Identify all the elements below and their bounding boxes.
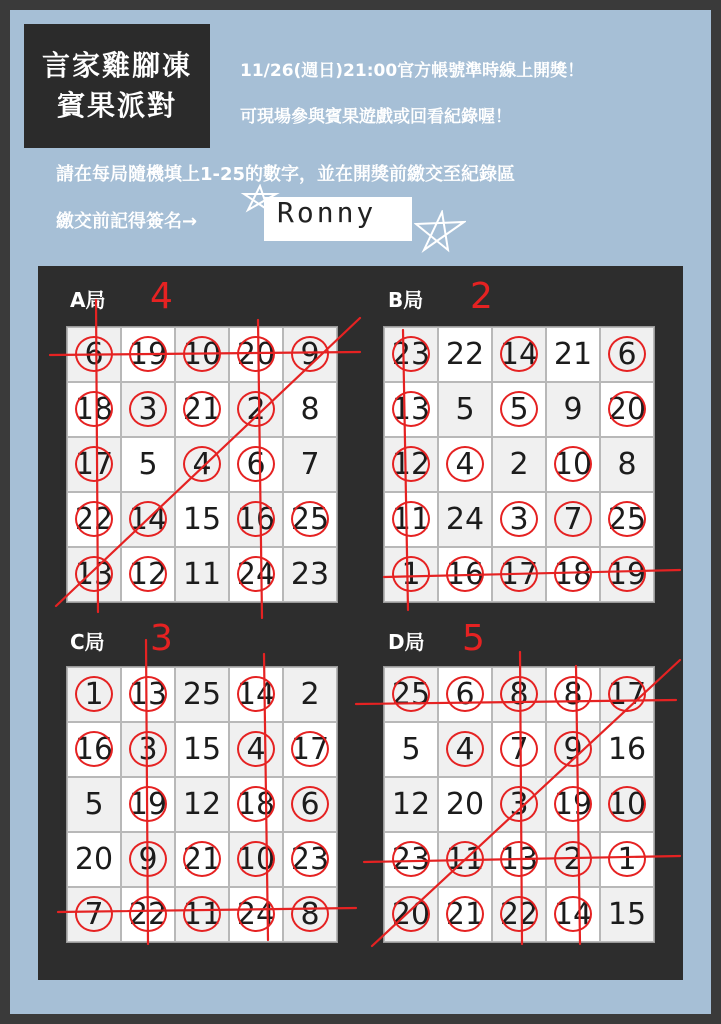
bingo-cell[interactable]: 8 xyxy=(283,887,337,942)
bingo-cell[interactable]: 10 xyxy=(175,327,229,382)
bingo-cell[interactable]: 12 xyxy=(121,547,175,602)
bingo-cell[interactable]: 20 xyxy=(384,887,438,942)
event-title-line1: 言家雞腳凍 xyxy=(41,49,192,82)
round-label-d: D局 xyxy=(388,630,425,654)
bingo-cell[interactable]: 20 xyxy=(438,777,492,832)
bingo-cell[interactable]: 19 xyxy=(121,777,175,832)
bingo-cell[interactable]: 13 xyxy=(121,667,175,722)
bingo-cell[interactable]: 3 xyxy=(492,777,546,832)
bingo-cell[interactable]: 22 xyxy=(492,887,546,942)
bingo-cell[interactable]: 23 xyxy=(283,832,337,887)
bingo-cell[interactable]: 16 xyxy=(67,722,121,777)
bingo-cell[interactable]: 23 xyxy=(384,832,438,887)
bingo-grid-d xyxy=(383,666,655,943)
bingo-grid-c xyxy=(66,666,338,943)
star-doodle-icon xyxy=(414,210,466,254)
bingo-cell[interactable]: 1 xyxy=(600,832,654,887)
bingo-cell[interactable]: 16 xyxy=(600,722,654,777)
bingo-cell[interactable]: 11 xyxy=(175,887,229,942)
sign-prompt-text: 繳交前記得簽名→ xyxy=(56,211,198,232)
instruction-text: 請在每局隨機填上1-25的數字，並在開獎前繳交至紀錄區 xyxy=(56,164,516,185)
bingo-cell[interactable]: 19 xyxy=(546,777,600,832)
bingo-cell[interactable]: 7 xyxy=(67,887,121,942)
bingo-cell[interactable]: 5 xyxy=(67,777,121,832)
bingo-cell[interactable]: 23 xyxy=(384,327,438,382)
bingo-cell[interactable]: 18 xyxy=(546,547,600,602)
bingo-cell[interactable]: 25 xyxy=(283,492,337,547)
bingo-cell[interactable]: 7 xyxy=(546,492,600,547)
signature-text: Ronny xyxy=(277,196,377,229)
bingo-cell[interactable]: 19 xyxy=(600,547,654,602)
bingo-cell[interactable]: 22 xyxy=(438,327,492,382)
bingo-cell[interactable]: 12 xyxy=(384,777,438,832)
bingo-cell[interactable]: 2 xyxy=(283,667,337,722)
bingo-cell[interactable]: 18 xyxy=(229,777,283,832)
bingo-cell[interactable]: 24 xyxy=(229,887,283,942)
bingo-cell[interactable]: 9 xyxy=(283,327,337,382)
bingo-cell[interactable]: 17 xyxy=(492,547,546,602)
bingo-cell[interactable]: 4 xyxy=(175,437,229,492)
bingo-cell[interactable]: 7 xyxy=(283,437,337,492)
bingo-cell[interactable]: 5 xyxy=(438,382,492,437)
bingo-cell[interactable]: 15 xyxy=(175,492,229,547)
bingo-cell[interactable]: 2 xyxy=(546,832,600,887)
bingo-cell[interactable]: 2 xyxy=(492,437,546,492)
participation-text: 可現場參與賓果遊戲或回看紀錄喔！ xyxy=(240,107,512,127)
draw-time-text: 11/26(週日)21:00官方帳號準時線上開獎！ xyxy=(240,61,585,81)
bingo-cell[interactable]: 25 xyxy=(175,667,229,722)
bingo-cell[interactable]: 17 xyxy=(600,667,654,722)
bingo-cell[interactable]: 5 xyxy=(492,382,546,437)
bingo-cell[interactable]: 14 xyxy=(546,887,600,942)
bingo-cell[interactable]: 12 xyxy=(175,777,229,832)
bingo-cell[interactable]: 7 xyxy=(492,722,546,777)
bingo-cell[interactable]: 3 xyxy=(492,492,546,547)
event-title-box xyxy=(24,24,210,148)
bingo-cell[interactable]: 21 xyxy=(175,832,229,887)
bingo-cell[interactable]: 20 xyxy=(229,327,283,382)
bingo-cell[interactable]: 20 xyxy=(67,832,121,887)
round-score-d: 5 xyxy=(462,618,485,659)
event-title-line2: 賓果派對 xyxy=(56,89,177,122)
bingo-cell[interactable]: 15 xyxy=(600,887,654,942)
bingo-cell[interactable]: 1 xyxy=(384,547,438,602)
round-label-c: C局 xyxy=(70,630,105,654)
bingo-cell[interactable]: 11 xyxy=(175,547,229,602)
bingo-cell[interactable]: 2 xyxy=(229,382,283,437)
round-score-c: 3 xyxy=(150,618,173,659)
star-doodle-icon xyxy=(240,184,280,214)
bingo-cell[interactable]: 10 xyxy=(600,777,654,832)
bingo-cell[interactable]: 14 xyxy=(229,667,283,722)
bingo-cell[interactable]: 25 xyxy=(384,667,438,722)
round-label-a: A局 xyxy=(70,288,106,312)
bingo-cell[interactable]: 21 xyxy=(546,327,600,382)
bingo-cell[interactable]: 8 xyxy=(600,437,654,492)
bingo-cell[interactable]: 24 xyxy=(229,547,283,602)
bingo-cell[interactable]: 6 xyxy=(600,327,654,382)
bingo-cell[interactable]: 17 xyxy=(67,437,121,492)
bingo-grid-a xyxy=(66,326,338,603)
bingo-cell[interactable]: 11 xyxy=(384,492,438,547)
bingo-cell[interactable]: 3 xyxy=(121,722,175,777)
bingo-cell[interactable]: 6 xyxy=(67,327,121,382)
bingo-cell[interactable]: 21 xyxy=(438,887,492,942)
bingo-grid-b xyxy=(383,326,655,603)
bingo-cell[interactable]: 14 xyxy=(492,327,546,382)
bingo-cell[interactable]: 17 xyxy=(283,722,337,777)
round-score-b: 2 xyxy=(470,276,493,317)
bingo-cell[interactable]: 10 xyxy=(229,832,283,887)
bingo-cell[interactable]: 24 xyxy=(438,492,492,547)
bingo-cell[interactable]: 22 xyxy=(67,492,121,547)
bingo-cell[interactable]: 6 xyxy=(229,437,283,492)
bingo-cell[interactable]: 3 xyxy=(121,382,175,437)
bingo-cell[interactable]: 1 xyxy=(67,667,121,722)
bingo-cell[interactable]: 9 xyxy=(121,832,175,887)
bingo-cell[interactable]: 23 xyxy=(283,547,337,602)
round-label-b: B局 xyxy=(388,288,424,312)
bingo-cell[interactable]: 15 xyxy=(175,722,229,777)
bingo-cell[interactable]: 18 xyxy=(67,382,121,437)
bingo-cell[interactable]: 25 xyxy=(600,492,654,547)
bingo-cell[interactable]: 8 xyxy=(283,382,337,437)
bingo-cell[interactable]: 21 xyxy=(175,382,229,437)
bingo-cell[interactable]: 16 xyxy=(438,547,492,602)
bingo-cell[interactable]: 12 xyxy=(384,437,438,492)
bingo-cell[interactable]: 5 xyxy=(384,722,438,777)
bingo-cell[interactable]: 20 xyxy=(600,382,654,437)
bingo-cell[interactable]: 8 xyxy=(492,667,546,722)
round-score-a: 4 xyxy=(150,276,173,317)
bingo-cell[interactable]: 16 xyxy=(229,492,283,547)
bingo-cell[interactable]: 6 xyxy=(283,777,337,832)
bingo-cell[interactable]: 14 xyxy=(121,492,175,547)
bingo-cell[interactable]: 13 xyxy=(384,382,438,437)
bingo-cell[interactable]: 4 xyxy=(229,722,283,777)
bingo-cell[interactable]: 22 xyxy=(121,887,175,942)
bingo-cell[interactable]: 6 xyxy=(438,667,492,722)
bingo-cell[interactable]: 9 xyxy=(546,722,600,777)
bingo-cell[interactable]: 13 xyxy=(67,547,121,602)
bingo-cell[interactable]: 19 xyxy=(121,327,175,382)
bingo-cell[interactable]: 10 xyxy=(546,437,600,492)
bingo-cell[interactable]: 8 xyxy=(546,667,600,722)
bingo-cell[interactable]: 4 xyxy=(438,437,492,492)
bingo-cell[interactable]: 4 xyxy=(438,722,492,777)
bingo-cell[interactable]: 5 xyxy=(121,437,175,492)
bingo-cell[interactable]: 11 xyxy=(438,832,492,887)
bingo-cell[interactable]: 13 xyxy=(492,832,546,887)
bingo-cell[interactable]: 9 xyxy=(546,382,600,437)
